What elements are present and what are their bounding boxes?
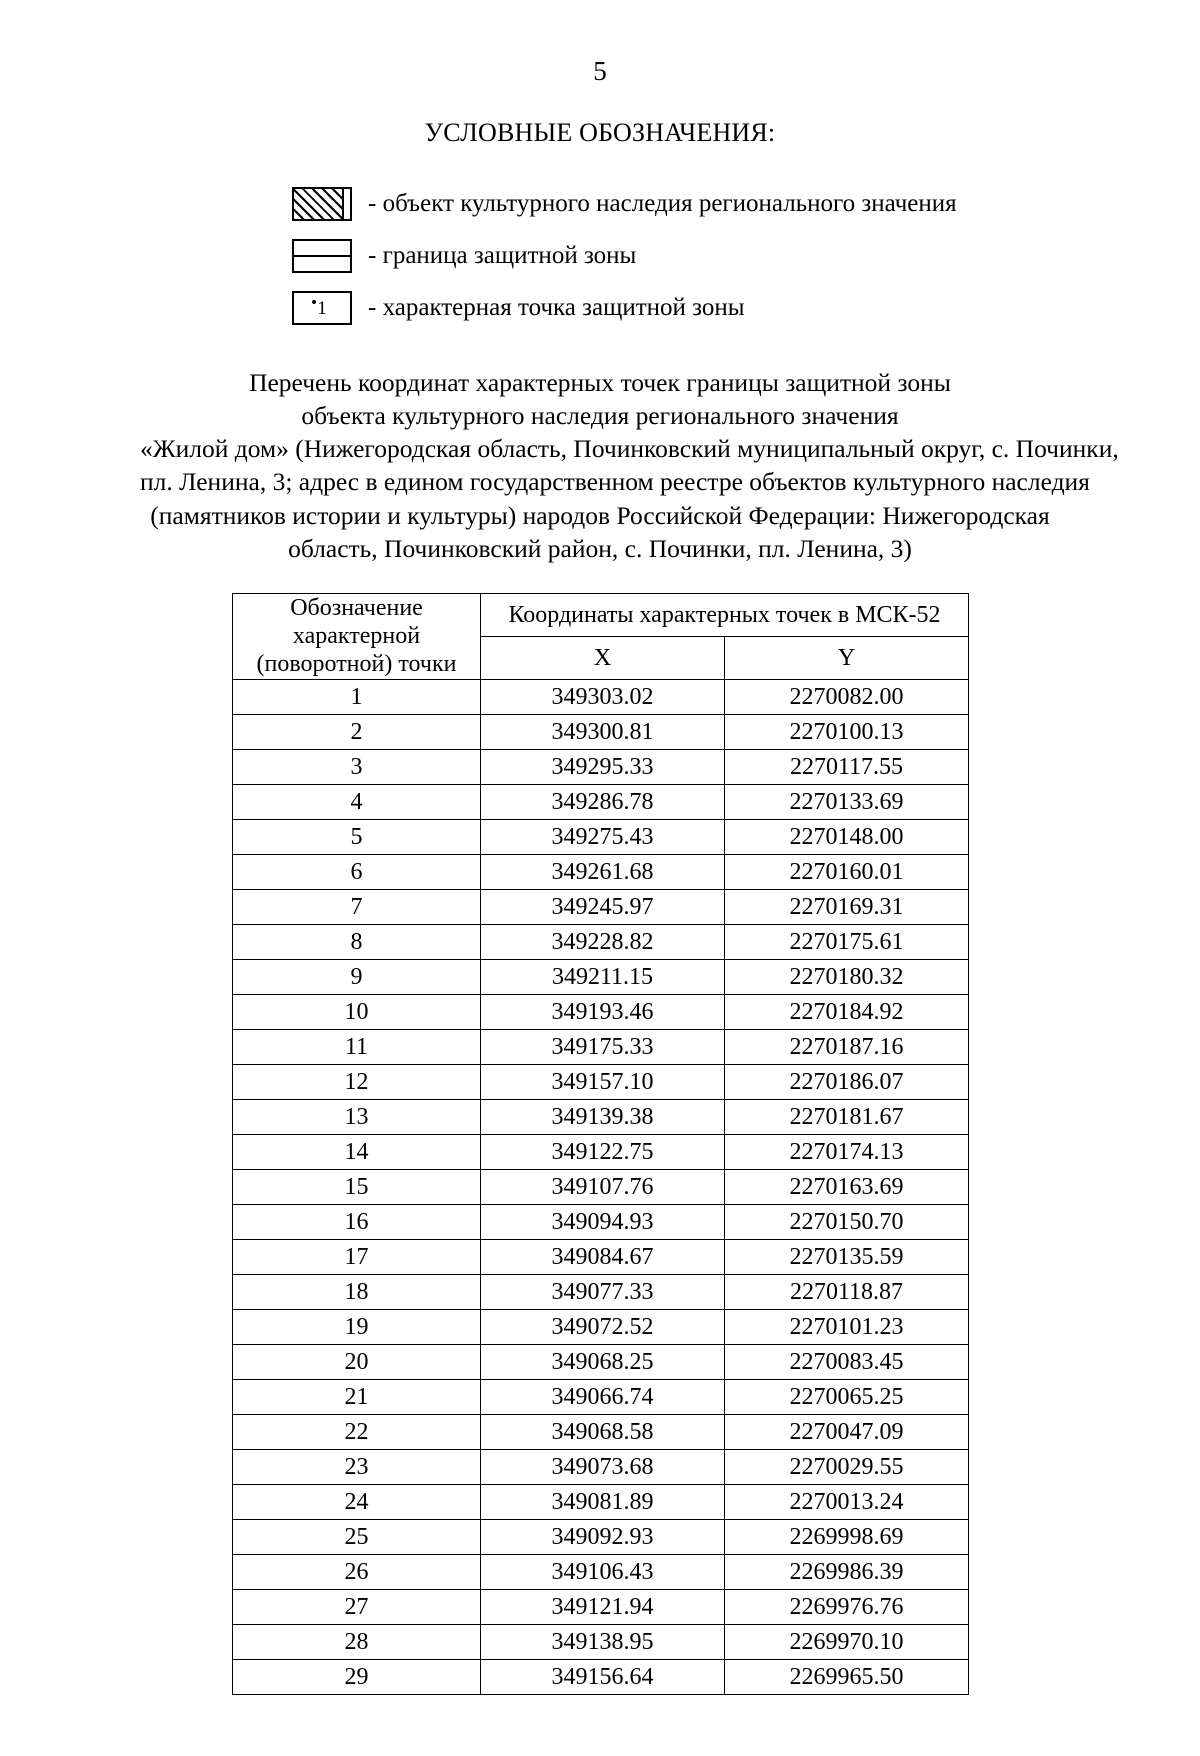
table-row	[233, 1554, 969, 1589]
cell-x: 349122.75	[481, 1134, 725, 1169]
cell-y: 2270180.32	[725, 959, 969, 994]
cell-x: 349261.68	[481, 854, 725, 889]
table-row	[233, 679, 969, 714]
cell-y: 2270181.67	[725, 1099, 969, 1134]
cell-y: 2270101.23	[725, 1309, 969, 1344]
table-header-row-top	[233, 593, 969, 636]
title-line: область, Починковский район, с. Починки, пл. Ленина, 3)	[288, 533, 912, 563]
cell-x: 349138.95	[481, 1624, 725, 1659]
cell-point: 2	[233, 714, 481, 749]
cell-x: 349081.89	[481, 1484, 725, 1519]
cell-point: 27	[233, 1589, 481, 1624]
table-row	[233, 1414, 969, 1449]
cell-point: 28	[233, 1624, 481, 1659]
cell-y: 2270160.01	[725, 854, 969, 889]
cell-y: 2270133.69	[725, 784, 969, 819]
cell-y: 2270175.61	[725, 924, 969, 959]
cell-y: 2270174.13	[725, 1134, 969, 1169]
table-row	[233, 1484, 969, 1519]
table-row	[233, 889, 969, 924]
cell-point: 19	[233, 1309, 481, 1344]
cell-y: 2270117.55	[725, 749, 969, 784]
column-header-point-line: Обозначение	[290, 594, 423, 621]
coordinates-table-wrapper	[0, 593, 1200, 1695]
table-row	[233, 1624, 969, 1659]
document-page	[0, 58, 1200, 1756]
table-row	[233, 959, 969, 994]
title-line: объекта культурного наследия регионального значения	[301, 401, 899, 431]
split-rectangle-icon	[292, 239, 352, 273]
table-row	[233, 1309, 969, 1344]
table-row	[233, 1659, 969, 1694]
page-number: 5	[593, 56, 607, 86]
cell-point: 10	[233, 994, 481, 1029]
document-title	[0, 366, 1200, 565]
cell-point: 14	[233, 1134, 481, 1169]
cell-x: 349211.15	[481, 959, 725, 994]
cell-x: 349073.68	[481, 1449, 725, 1484]
cell-point: 13	[233, 1099, 481, 1134]
table-row	[233, 1204, 969, 1239]
cell-x: 349303.02	[481, 679, 725, 714]
cell-point: 12	[233, 1064, 481, 1099]
cell-point: 8	[233, 924, 481, 959]
cell-y: 2269970.10	[725, 1624, 969, 1659]
table-row	[233, 994, 969, 1029]
table-row	[233, 749, 969, 784]
cell-point: 11	[233, 1029, 481, 1064]
cell-y: 2270186.07	[725, 1064, 969, 1099]
cell-point: 24	[233, 1484, 481, 1519]
cell-x: 349121.94	[481, 1589, 725, 1624]
legend-item-protection-zone-boundary	[292, 230, 1200, 282]
cell-y: 2269998.69	[725, 1519, 969, 1554]
cell-point: 3	[233, 749, 481, 784]
column-header-y: Y	[725, 636, 969, 679]
table-row	[233, 784, 969, 819]
hatched-rectangle-icon	[292, 187, 352, 221]
cell-x: 349106.43	[481, 1554, 725, 1589]
cell-x: 349077.33	[481, 1274, 725, 1309]
title-line: (памятников истории и культуры) народов Российской Федерации: Нижегородская	[150, 500, 1050, 530]
table-body	[233, 679, 969, 1694]
cell-x: 349175.33	[481, 1029, 725, 1064]
column-header-x: X	[481, 636, 725, 679]
cell-point: 22	[233, 1414, 481, 1449]
cell-x: 349072.52	[481, 1309, 725, 1344]
cell-point: 6	[233, 854, 481, 889]
cell-x: 349300.81	[481, 714, 725, 749]
cell-y: 2270169.31	[725, 889, 969, 924]
cell-point: 18	[233, 1274, 481, 1309]
cell-y: 2270100.13	[725, 714, 969, 749]
cell-x: 349193.46	[481, 994, 725, 1029]
cell-x: 349066.74	[481, 1379, 725, 1414]
cell-x: 349286.78	[481, 784, 725, 819]
cell-y: 2270187.16	[725, 1029, 969, 1064]
table-row	[233, 924, 969, 959]
table-row	[233, 1589, 969, 1624]
cell-x: 349245.97	[481, 889, 725, 924]
cell-x: 349084.67	[481, 1239, 725, 1274]
cell-point: 7	[233, 889, 481, 924]
column-header-point-line: (поворотной) точки	[256, 651, 457, 678]
cell-point: 9	[233, 959, 481, 994]
cell-y: 2270150.70	[725, 1204, 969, 1239]
cell-y: 2270118.87	[725, 1274, 969, 1309]
table-row	[233, 1519, 969, 1554]
cell-y: 2269965.50	[725, 1659, 969, 1694]
cell-x: 349228.82	[481, 924, 725, 959]
coordinates-table	[232, 593, 969, 1695]
cell-y: 2270135.59	[725, 1239, 969, 1274]
column-header-point-line: характерной	[292, 623, 421, 650]
cell-point: 23	[233, 1449, 481, 1484]
cell-y: 2270148.00	[725, 819, 969, 854]
cell-x: 349092.93	[481, 1519, 725, 1554]
legend-item-label: - объект культурного наследия регионального значения	[368, 190, 957, 217]
cell-point: 26	[233, 1554, 481, 1589]
cell-x: 349157.10	[481, 1064, 725, 1099]
legend-block	[0, 178, 1200, 334]
cell-y: 2270083.45	[725, 1344, 969, 1379]
table-row	[233, 1134, 969, 1169]
cell-point: 21	[233, 1379, 481, 1414]
title-line: «Жилой дом» (Нижегородская область, Починковский муниципальный округ, с. Починки,	[140, 434, 1119, 464]
cell-y: 2270065.25	[725, 1379, 969, 1414]
legend-item-label: - граница защитной зоны	[368, 242, 637, 269]
legend-heading: УСЛОВНЫЕ ОБОЗНАЧЕНИЯ:	[424, 118, 776, 147]
cell-x: 349275.43	[481, 819, 725, 854]
table-row	[233, 714, 969, 749]
table-row	[233, 1274, 969, 1309]
cell-point: 29	[233, 1659, 481, 1694]
numbered-point-icon-label: 1	[317, 297, 327, 319]
legend-item-label: - характерная точка защитной зоны	[368, 294, 745, 321]
cell-y: 2270082.00	[725, 679, 969, 714]
table-head	[233, 593, 969, 679]
legend-item-heritage-object	[292, 178, 1200, 230]
cell-x: 349094.93	[481, 1204, 725, 1239]
table-row	[233, 1239, 969, 1274]
cell-point: 5	[233, 819, 481, 854]
cell-point: 25	[233, 1519, 481, 1554]
cell-point: 16	[233, 1204, 481, 1239]
cell-y: 2270047.09	[725, 1414, 969, 1449]
column-header-point	[233, 593, 481, 679]
title-line: Перечень координат характерных точек границы защитной зоны	[249, 368, 951, 397]
cell-y: 2270163.69	[725, 1169, 969, 1204]
cell-x: 349156.64	[481, 1659, 725, 1694]
cell-x: 349295.33	[481, 749, 725, 784]
table-row	[233, 1099, 969, 1134]
numbered-point-icon	[292, 291, 352, 325]
cell-point: 20	[233, 1344, 481, 1379]
cell-point: 4	[233, 784, 481, 819]
title-line: пл. Ленина, 3; адрес в едином государственном реестре объектов культурного наследия	[140, 467, 1090, 497]
cell-y: 2270184.92	[725, 994, 969, 1029]
table-row	[233, 1449, 969, 1484]
cell-x: 349068.58	[481, 1414, 725, 1449]
cell-y: 2269986.39	[725, 1554, 969, 1589]
cell-point: 17	[233, 1239, 481, 1274]
table-row	[233, 1029, 969, 1064]
cell-x: 349107.76	[481, 1169, 725, 1204]
table-row	[233, 854, 969, 889]
cell-point: 1	[233, 679, 481, 714]
cell-x: 349139.38	[481, 1099, 725, 1134]
cell-y: 2270029.55	[725, 1449, 969, 1484]
cell-x: 349068.25	[481, 1344, 725, 1379]
table-row	[233, 1379, 969, 1414]
table-row	[233, 1064, 969, 1099]
table-row	[233, 1169, 969, 1204]
legend-item-characteristic-point	[292, 282, 1200, 334]
cell-y: 2270013.24	[725, 1484, 969, 1519]
cell-point: 15	[233, 1169, 481, 1204]
column-header-coordinates-group: Координаты характерных точек в МСК-52	[481, 593, 969, 636]
cell-y: 2269976.76	[725, 1589, 969, 1624]
table-row	[233, 819, 969, 854]
table-row	[233, 1344, 969, 1379]
